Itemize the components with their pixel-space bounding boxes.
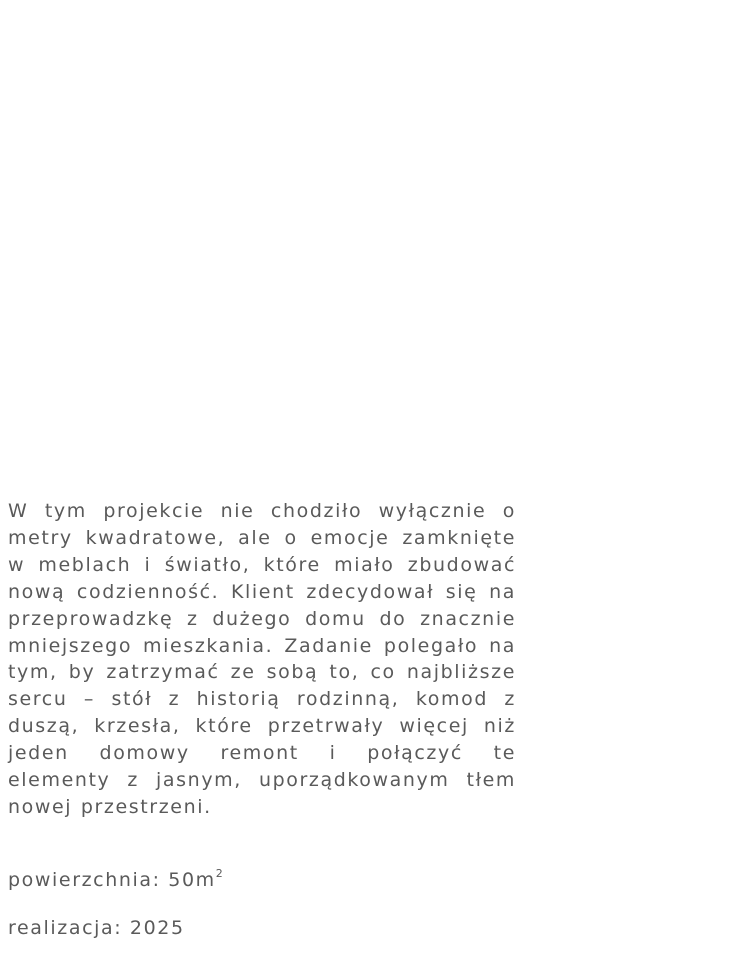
area-label: powierzchnia: 50m	[8, 868, 216, 891]
area-info	[8, 867, 516, 893]
realization-year: realizacja: 2025	[8, 916, 185, 939]
project-details	[8, 498, 516, 941]
area-unit-superscript: 2	[215, 866, 223, 880]
project-description: W tym projekcie nie chodziło wyłącznie o metry kwadratowe, ale o emocje zamknięte w meblach i światło, które miało zbudować nową codzienność. Klient zdecydował się na przeprowadzkę z dużego domu do znacznie mniejszego mieszkania. Zadanie polegało na tym, by zatrzymać ze sobą to, co najbliższe sercu – stół z historią rodzinną, komod z duszą, krzesła, które przetrwały więcej niż jeden domowy remont i połączyć te elementy z jasnym, uporządkowanym tłem nowej przestrzeni.	[8, 500, 516, 818]
